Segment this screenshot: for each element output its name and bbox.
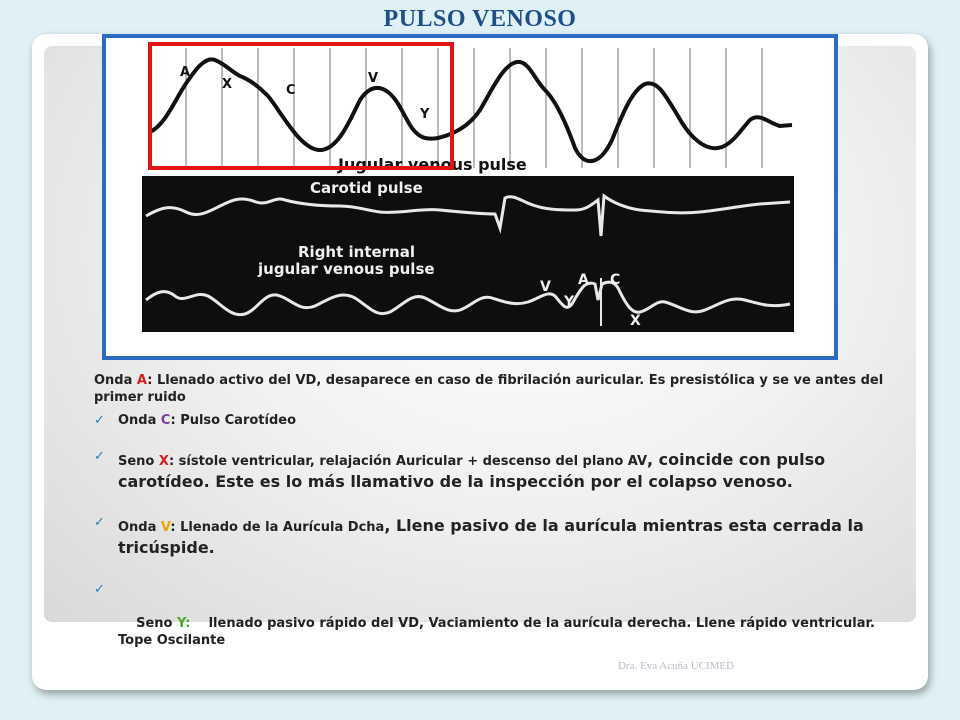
bullet-seno-x	[94, 449, 894, 493]
bullet-text-small: : Llenado de la Aurícula Dcha	[170, 520, 385, 535]
slide-title: PULSO VENOSO	[383, 6, 577, 32]
jvp-label-a: A	[180, 65, 191, 80]
bullet-seno-y	[94, 581, 894, 666]
bullet-prefix: Onda	[118, 413, 161, 428]
bullet-text-large: , Llene pasivo de la aurícula mientras esta cerrada la tricúspide.	[118, 516, 864, 557]
rijvp-label-line2: jugular venous pulse	[258, 260, 435, 278]
bullet-prefix: Seno	[118, 454, 159, 469]
bullet-prefix: Seno	[136, 616, 178, 631]
wave-letter-y: Y:	[177, 616, 191, 631]
wave-letter-a: A	[136, 373, 148, 388]
rijvp-label-x: X	[630, 313, 641, 329]
bullet-text: : Llenado activo del VD, desaparece en caso de fibrilación auricular. Es presistólica y se ve antes del primer ruido	[94, 373, 884, 405]
rijvp-label-a: A	[578, 272, 589, 288]
jvp-label-y: Y	[420, 107, 430, 122]
jugular-caption: Jugular venous pulse	[338, 155, 527, 174]
bullet-prefix: Onda	[94, 373, 137, 388]
rijvp-label-v: V	[540, 279, 551, 295]
bullet-onda-a	[94, 372, 894, 406]
carotid-pulse-label: Carotid pulse	[310, 179, 423, 197]
rijvp-label-y: Y	[564, 294, 575, 310]
bullet-text-large: , coincide con pulso carotídeo. Este es lo más llamativo de la inspección por el colapso venoso.	[118, 450, 826, 491]
jvp-highlight-box	[148, 42, 454, 170]
footer-credit: Dra. Eva Acuña UCIMED	[618, 660, 735, 672]
wave-letter-c: C	[160, 413, 171, 428]
rijvp-label-line1: Right internal	[298, 243, 416, 261]
check-icon: ✓	[94, 449, 105, 464]
check-icon: ✓	[94, 582, 105, 597]
bullet-text: : Pulso Carotídeo	[170, 413, 297, 428]
jvp-label-c: C	[286, 83, 296, 98]
rijvp-label-c: C	[610, 272, 621, 288]
bullet-onda-c	[94, 412, 894, 429]
bullet-text: llenado pasivo rápido del VD, Vaciamiento de la aurícula derecha. Llene rápido ventricular. Tope Oscilante	[118, 616, 885, 648]
bullet-prefix: Onda	[118, 520, 161, 535]
check-icon: ✓	[94, 515, 105, 530]
wave-letter-x: X	[158, 454, 169, 469]
bullet-onda-v	[94, 515, 894, 559]
jvp-label-v: V	[368, 71, 379, 86]
jvp-label-x: X	[222, 77, 233, 92]
bullet-text-small: : sístole ventricular, relajación Auricular + descenso del plano AV	[168, 454, 648, 469]
check-icon: ✓	[94, 413, 105, 428]
bullet-list	[94, 372, 894, 666]
wave-letter-v: V	[160, 520, 171, 535]
